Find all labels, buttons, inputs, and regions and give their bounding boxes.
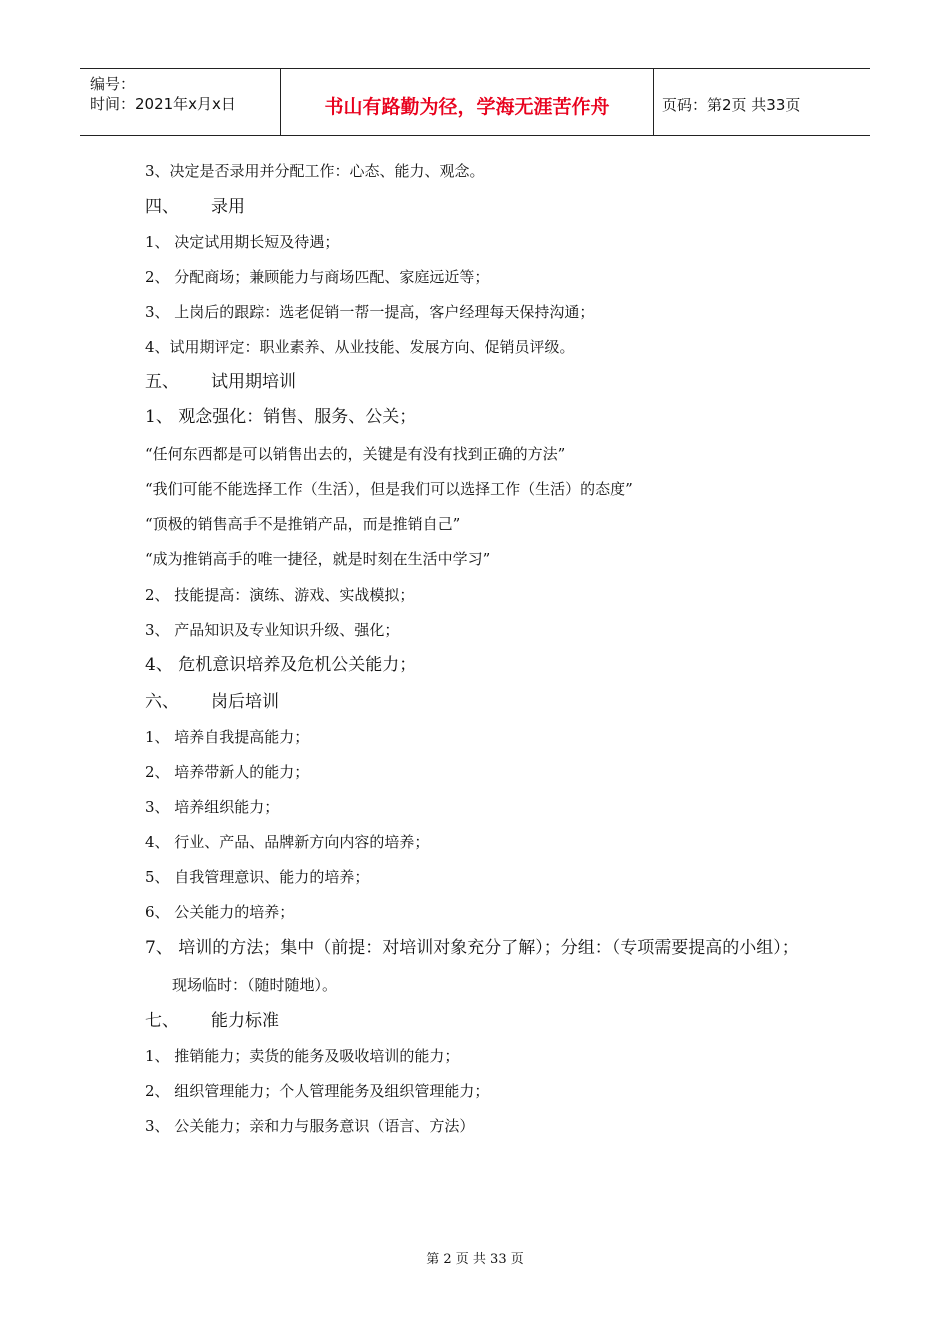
body-text-line: 2、 培养带新人的能力； (145, 763, 310, 781)
body-text-line: 6、 公关能力的培养； (145, 903, 295, 921)
body-text-line: 1、 决定试用期长短及待遇； (145, 233, 340, 251)
header-motto: 书山有路勤为径，学海无涯苦作舟 (324, 96, 610, 118)
section-title: 试用期培训 (211, 372, 296, 392)
body-text-line: 2、 分配商场；兼顾能力与商场匹配、家庭远近等； (145, 268, 490, 286)
body-text-line: 1、 推销能力；卖货的能务及吸收培训的能力； (145, 1047, 460, 1065)
header-page-info: 页码：第2页 共33页 (662, 96, 801, 114)
header-motto-cell (281, 69, 654, 135)
body-text-line: 2、 组织管理能力；个人管理能务及组织管理能力； (145, 1082, 490, 1100)
section-number: 五、 (145, 372, 179, 392)
body-text-line: 3、决定是否录用并分配工作：心态、能力、观念。 (145, 162, 485, 180)
body-text-line: 4、 危机意识培养及危机公关能力； (145, 655, 417, 675)
document-number-label: 编号： (90, 75, 136, 93)
document-time-label: 时间：2021年x月x日 (90, 95, 236, 113)
body-text-line: “顶极的销售高手不是推销产品，而是推销自己” (145, 515, 461, 533)
body-text-line: “我们可能不能选择工作（生活），但是我们可以选择工作（生活）的态度” (145, 480, 633, 498)
body-text-line: 1、 观念强化：销售、服务、公关； (145, 407, 417, 427)
body-text-line: 2、 技能提高：演练、游戏、实战模拟； (145, 586, 415, 604)
section-heading (145, 372, 296, 392)
header-page-cell (654, 69, 870, 135)
section-heading (145, 1011, 279, 1031)
section-number: 七、 (145, 1011, 179, 1031)
body-text-line: 5、 自我管理意识、能力的培养； (145, 868, 370, 886)
body-text-line: 3、 公关能力；亲和力与服务意识（语言、方法） (145, 1117, 475, 1135)
section-number: 四、 (145, 197, 179, 217)
section-heading (145, 197, 245, 217)
section-title: 岗后培训 (211, 692, 279, 712)
body-text-line: 现场临时：（随时随地）。 (172, 976, 338, 994)
body-text-line: 3、 培养组织能力； (145, 798, 280, 816)
body-text-line: 4、 行业、产品、品牌新方向内容的培养； (145, 833, 430, 851)
body-text-line: 3、 上岗后的跟踪：选老促销一帮一提高，客户经理每天保持沟通； (145, 303, 595, 321)
body-text-line: 1、 培养自我提高能力； (145, 728, 310, 746)
page-footer: 第 2 页 共 33 页 (426, 1252, 524, 1267)
body-text-line: “任何东西都是可以销售出去的，关键是有没有找到正确的方法” (145, 445, 566, 463)
body-text-line: 4、试用期评定：职业素养、从业技能、发展方向、促销员评级。 (145, 338, 575, 356)
page-header (80, 68, 870, 136)
body-text-line: 7、 培训的方法；集中（前提：对培训对象充分了解）；分组：（专项需要提高的小组）； (145, 938, 799, 958)
section-number: 六、 (145, 692, 179, 712)
section-title: 能力标准 (211, 1011, 279, 1031)
section-title: 录用 (211, 197, 245, 217)
body-text-line: “成为推销高手的唯一捷径，就是时刻在生活中学习” (145, 550, 491, 568)
body-text-line: 3、 产品知识及专业知识升级、强化； (145, 621, 400, 639)
header-meta-cell (80, 69, 281, 135)
section-heading (145, 692, 279, 712)
